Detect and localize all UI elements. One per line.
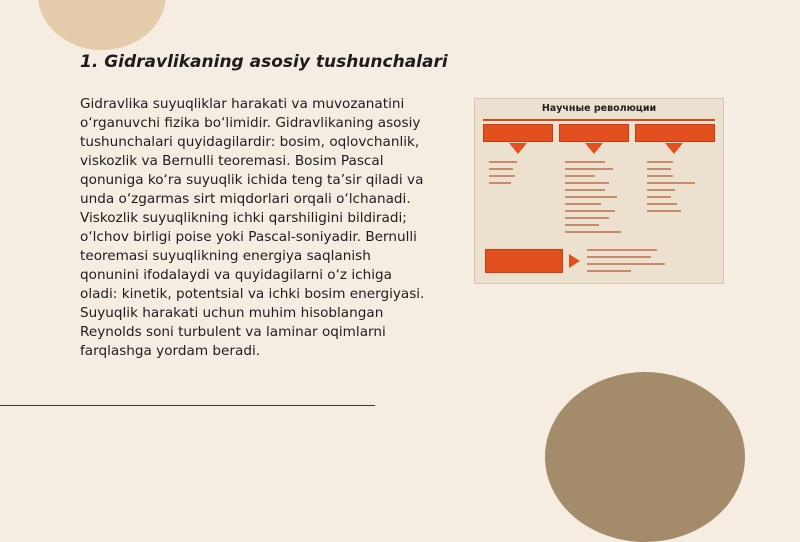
figure-text-line [587,256,651,258]
figure-arrow-down-1 [509,143,527,154]
figure-text-line [489,168,513,170]
figure-text-line [489,182,511,184]
figure-text-line [647,196,671,198]
figure-text-line [489,161,517,163]
figure-text-line [647,161,673,163]
figure-text-line [565,175,595,177]
figure-text-line [565,161,605,163]
figure-title-underline [483,119,715,121]
figure-arrow-right [569,254,580,268]
figure-text-line [565,224,599,226]
figure-box-1 [483,124,553,142]
figure-text-line [565,231,621,233]
figure-text-line [587,270,631,272]
figure-arrow-down-3 [665,143,683,154]
slide-title: 1. Gidravlikaning asosiy tushunchalari [80,52,448,72]
figure-text-line [489,175,515,177]
figure-arrow-down-2 [585,143,603,154]
figure-text-line [565,217,609,219]
figure-text-line [587,249,657,251]
figure-text-line [647,210,681,212]
figure-box-3 [635,124,715,142]
figure-text-line [565,168,613,170]
figure-title: Научные революции [541,103,657,114]
figure-box-2 [559,124,629,142]
decor-circle-bottom [545,372,745,542]
figure-box-bottom [485,249,563,273]
figure-text-line [565,182,609,184]
divider-line [0,405,375,406]
decor-circle-top [38,0,166,50]
figure-text-line [647,182,695,184]
scientific-revolutions-figure [474,98,724,284]
figure-text-line [587,263,665,265]
figure-text-line [647,168,671,170]
figure-text-line [647,175,673,177]
figure-text-line [565,189,605,191]
figure-text-line [647,203,677,205]
figure-text-line [565,203,601,205]
figure-text-line [565,210,615,212]
slide-body-text: Gidravlika suyuqliklar harakati va muvozanatini o‘rganuvchi fizika bo‘limidir. Gidravlikaning asosiy tushunchalari quyidagilardir: bosim, oqlovchanlik, viskozlik va Bernulli teoremasi. Bosim Pascal qonuniga ko‘ra suyuqlik ichida teng ta’sir qiladi va unda o‘zgarmas sirt miqdorlari orqali o‘lchanadi. Viskozlik suyuqlikning ichki qarshiligini bildiradi; o‘lchov birligi poise yoki Pascal-soniyadir. Bernulli teoremasi suyuqlikning energiya saqlanish qonunini ifodalaydi va quyidagilarni o‘z ichiga oladi: kinetik, potentsial va ichki bosim energiyasi. Suyuqlik harakati uchun muhim hisoblangan Reynolds soni turbulent va laminar oqimlarni farqlashga yordam beradi. [80,96,425,359]
figure-text-line [647,189,675,191]
figure-text-line [565,196,617,198]
